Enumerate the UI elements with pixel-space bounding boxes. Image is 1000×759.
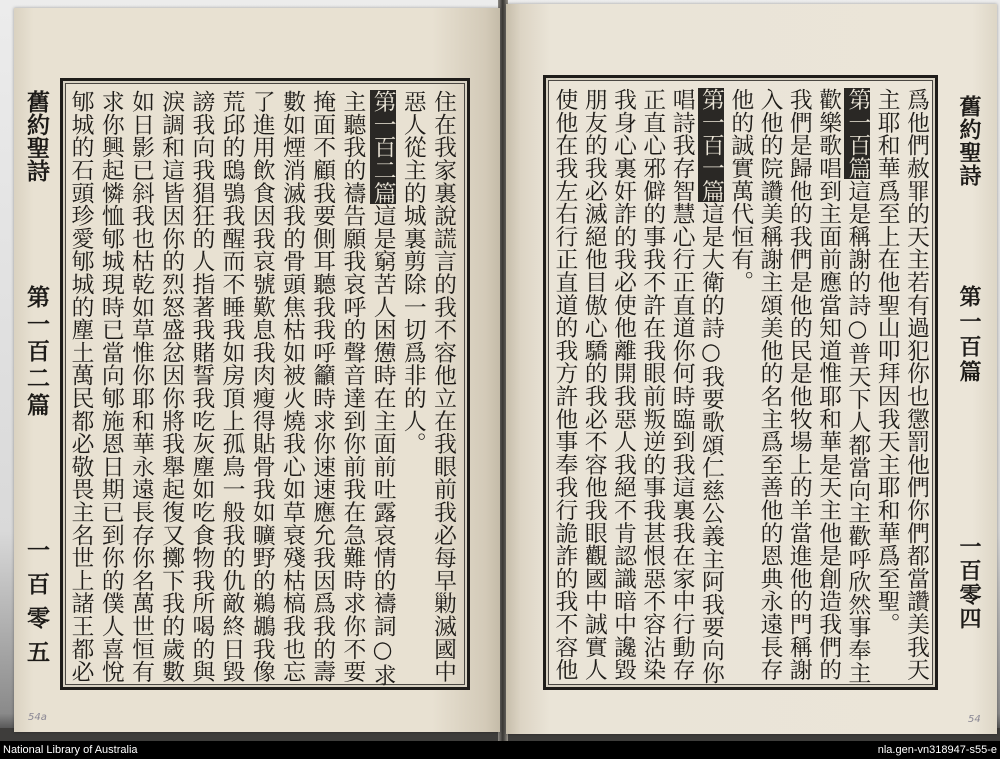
text-column	[428, 90, 458, 686]
text-frame	[60, 78, 470, 690]
column-text: 唱詩我存智慧心行正直道你何時臨到我這裏我在家中行動存	[668, 88, 695, 681]
pencil-page-mark: 54	[968, 714, 981, 725]
column-text: 求你興起憐恤郇城現時已當向郇施恩日期已到你的僕人喜悅	[97, 90, 124, 683]
column-text: 主聽我的禱告願我哀呼的聲音達到你前我在急難時求你不要	[339, 90, 366, 683]
running-head-page-number: 一百零四	[956, 535, 982, 631]
running-head-page-number: 一百零五	[23, 538, 50, 674]
column-text: 住在我家裏說謊言的我不容他立在我眼前我必每早勦滅國中	[430, 90, 456, 683]
text-column	[126, 90, 156, 686]
text-column	[608, 88, 637, 686]
text-column	[842, 88, 871, 686]
right-page	[506, 4, 997, 734]
text-column	[367, 90, 397, 686]
column-text: 淚調和這皆因你的烈怒盛忿因你將我舉起復又擲下我的歲數	[158, 90, 185, 683]
text-column	[96, 90, 126, 686]
text-column	[549, 88, 578, 686]
column-text: 謗我向我猖狂的人指著我賭誓我吃灰塵如吃食物我所喝的與	[188, 90, 215, 683]
image-identifier: nla.gen-vn318947-s55-e	[877, 744, 997, 756]
text-column	[784, 88, 813, 686]
psalm-heading: 第一百二篇	[369, 90, 396, 204]
text-column	[901, 88, 930, 686]
column-text: 入他的院讚美稱謝主頌美他的名主爲至善他的恩典永遠長存	[756, 88, 783, 681]
psalm-heading: 第一百篇	[844, 88, 871, 180]
text-column	[696, 88, 725, 686]
text-column	[216, 90, 246, 686]
text-block	[65, 90, 458, 686]
column-text: 數如煙消滅我的骨頭焦枯如被火燒我心如草衰殘枯槁我也忘	[278, 90, 305, 683]
text-column	[156, 90, 186, 686]
column-text: 了進用飲食因我哀號歎息我肉瘦得貼骨我如曠野的鵜鶘我像	[248, 90, 275, 683]
text-column	[398, 90, 428, 686]
pencil-page-mark: 54a	[28, 712, 47, 723]
text-column	[186, 90, 216, 686]
column-text: 使他在我左右行正直道的我方許他事奉我行詭詐的我不容他	[551, 88, 578, 681]
text-column	[307, 90, 337, 686]
text-column	[666, 88, 695, 686]
text-frame	[543, 75, 938, 690]
text-column	[247, 90, 277, 686]
running-head-title: 舊約聖詩	[23, 90, 50, 182]
column-text: 如日影已斜我也枯乾如草惟你耶和華永遠長存你名萬世恒有	[127, 90, 154, 683]
running-head-psalm: 第一百二篇	[23, 285, 50, 420]
column-text: 朋友的我必滅絕他目傲心驕的我必不容他我眼觀國中誠實人	[580, 88, 607, 681]
column-text: 爲他們赦罪的天主若有過犯你也懲罰他們你們都當讚美我天	[903, 88, 929, 681]
text-column	[578, 88, 607, 686]
column-text: 荒邱的鴟鴞我醒而不睡我如房頂上孤鳥一般我的仇敵終日毀	[218, 90, 245, 683]
column-text: 我們是歸他的我們是他的民是他牧場上的羊當進他的門稱謝	[785, 88, 812, 681]
psalm-heading: 第一百一篇	[697, 88, 724, 202]
text-column	[337, 90, 367, 686]
text-column	[637, 88, 666, 686]
text-column	[754, 88, 783, 686]
text-block	[549, 88, 930, 686]
text-column	[725, 88, 754, 686]
column-text: 我身心裏奸詐的我必使他離開我惡人我絕不肯認識暗中讒毀	[610, 88, 637, 681]
column-text: 他的誠實萬代恒有。	[727, 88, 754, 294]
column-text: 這是稱謝的詩○普天下人都當向主歡呼欣然事奉主	[844, 179, 871, 685]
text-column	[65, 90, 95, 686]
footer-bar	[0, 741, 1000, 759]
column-text: 主耶和華爲至上在他聖山叩拜因我天主耶和華爲至聖。	[873, 88, 900, 636]
column-text: 歡樂歌唱到主面前應當知道惟耶和華是天主他是創造我們的	[815, 88, 842, 681]
column-text: 掩面不顧我要側耳聽我我呼籲時求你速速應允我因爲我的壽	[309, 90, 336, 683]
column-text: 郇城的石頭珍愛郇城的塵土萬民都必敬畏主名世上諸王都必	[67, 90, 94, 683]
column-text: 正直心邪僻的事我不許在我眼前叛逆的事我甚恨惡不容沾染	[639, 88, 666, 681]
running-head-title: 舊約聖詩	[956, 95, 982, 187]
text-column	[871, 88, 900, 686]
running-head-psalm: 第一百篇	[956, 285, 982, 385]
left-page	[14, 8, 500, 732]
column-text: 這是大衛的詩○我要歌頌仁慈公義主阿我要向你	[697, 202, 724, 684]
text-column	[277, 90, 307, 686]
institution-name: National Library of Australia	[3, 744, 138, 756]
text-column	[813, 88, 842, 686]
column-text: 惡人從主的城裏剪除一切爲非的人。	[399, 90, 426, 455]
column-text: 這是窮苦人困憊時在主面前吐露哀情的禱詞○求	[369, 204, 396, 686]
